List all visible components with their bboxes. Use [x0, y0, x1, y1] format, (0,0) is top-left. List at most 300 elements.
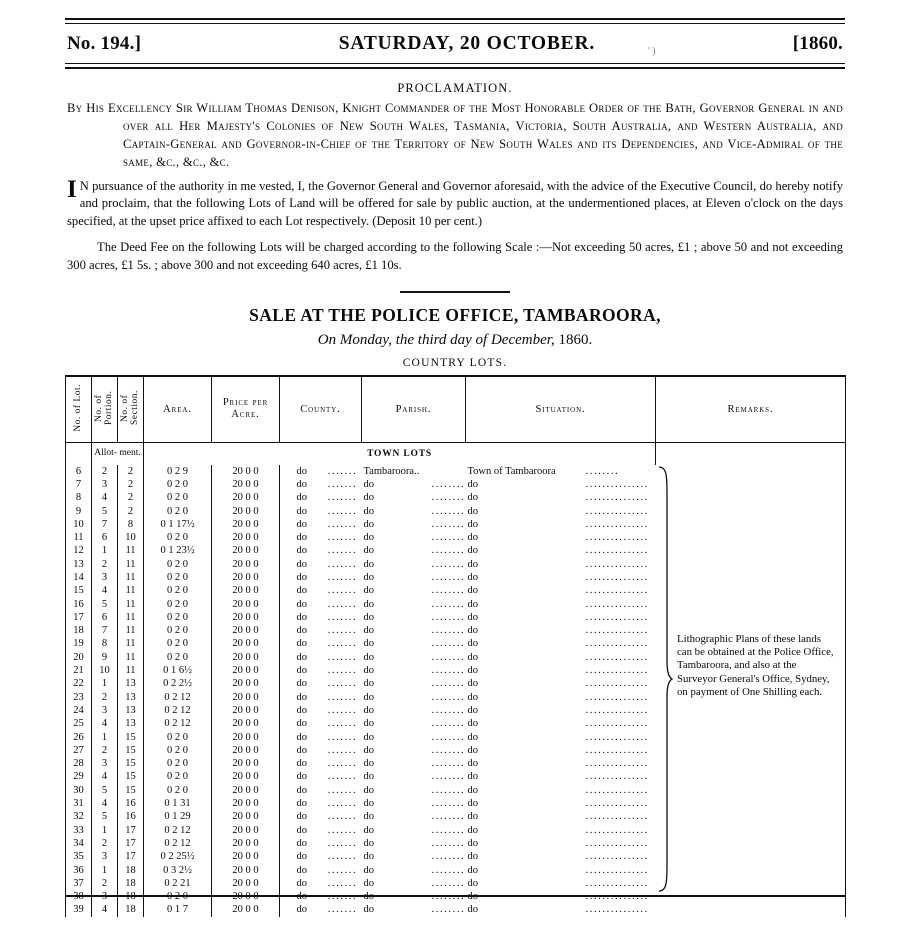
cell-section: 15	[118, 784, 144, 797]
cell-portion: 5	[92, 505, 118, 518]
cell-lot: 16	[66, 598, 92, 611]
cell-county-dots: .......	[327, 731, 358, 743]
cell-area: 0 2 0	[144, 637, 212, 650]
cell-section: 11	[118, 544, 144, 557]
cell-parish-dots: ........	[431, 731, 466, 743]
cell-county: do	[280, 558, 324, 571]
cell-remarks	[656, 797, 846, 810]
cell-parish-dots: ........	[431, 518, 466, 530]
table-row	[66, 505, 846, 518]
cell-area: 0 2 12	[144, 824, 212, 837]
cell-parish: do	[363, 478, 374, 490]
cell-area: 0 2 0	[144, 890, 212, 903]
cell-parish: do	[363, 891, 374, 903]
cell-county: do	[280, 651, 324, 664]
cell-price: 20 0 0	[212, 824, 280, 837]
cell-portion: 4	[92, 770, 118, 783]
cell-portion: 6	[92, 531, 118, 544]
cell-situation: do	[467, 638, 478, 650]
cell-section: 15	[118, 770, 144, 783]
cell-lot: 7	[66, 478, 92, 491]
cell-area: 0 2 0	[144, 478, 212, 491]
cell-parish-dots: ........	[431, 651, 466, 663]
table-header-row	[66, 376, 846, 443]
cell-area: 0 2 0	[144, 598, 212, 611]
cell-portion: 4	[92, 797, 118, 810]
cell-situation: do	[467, 864, 478, 876]
cell-parish: do	[363, 611, 374, 623]
cell-price: 20 0 0	[212, 677, 280, 690]
cell-parish: do	[363, 864, 374, 876]
cell-remarks	[656, 890, 846, 903]
header-situation-text: Situation.	[535, 403, 586, 415]
table-row	[66, 877, 846, 890]
header-no-of-portion	[92, 376, 118, 443]
cell-situation: do	[467, 585, 478, 597]
cell-county-dots: .......	[327, 891, 358, 903]
cell-lot: 17	[66, 611, 92, 624]
cell-lot: 37	[66, 877, 92, 890]
cell-section: 11	[118, 558, 144, 571]
cell-area: 0 3 2½	[144, 864, 212, 877]
cell-parish: Tambaroora..	[363, 465, 420, 477]
cell-parish-dots: ........	[431, 851, 466, 863]
table-row	[66, 731, 846, 744]
cell-situation: do	[467, 891, 478, 903]
cell-section: 2	[118, 505, 144, 518]
cell-county: do	[280, 505, 324, 518]
cell-county: do	[280, 465, 324, 478]
cell-price: 20 0 0	[212, 850, 280, 863]
cell-parish: do	[363, 811, 374, 823]
cell-parish: do	[363, 691, 374, 703]
table-row	[66, 584, 846, 597]
cell-price: 20 0 0	[212, 890, 280, 903]
cell-section: 11	[118, 664, 144, 677]
cell-portion: 4	[92, 491, 118, 504]
table-row	[66, 810, 846, 823]
table-row	[66, 598, 846, 611]
cell-county: do	[280, 571, 324, 584]
cell-lot: 30	[66, 784, 92, 797]
cell-parish: do	[363, 758, 374, 770]
cell-lot: 24	[66, 704, 92, 717]
cell-situation: do	[467, 492, 478, 504]
cell-county: do	[280, 864, 324, 877]
allotment-label: Allot- ment.	[92, 442, 144, 465]
cell-situation: do	[467, 532, 478, 544]
cell-county-dots: .......	[327, 837, 358, 849]
cell-lot: 35	[66, 850, 92, 863]
cell-parish-dots: ........	[431, 572, 466, 583]
cell-area: 0 2 9	[144, 465, 212, 478]
cell-parish: do	[363, 731, 374, 743]
cell-county: do	[280, 598, 324, 611]
cell-parish: do	[363, 505, 374, 517]
cell-price: 20 0 0	[212, 544, 280, 557]
cell-county: do	[280, 744, 324, 757]
header-no-of-section	[118, 376, 144, 443]
cell-remarks	[656, 717, 846, 730]
cell-portion: 2	[92, 691, 118, 704]
cell-county-dots: .......	[327, 904, 358, 916]
cell-situation-dots: ...............	[585, 744, 649, 756]
cell-section: 13	[118, 677, 144, 690]
issue-number: No. 194.]	[67, 33, 142, 54]
cell-section: 18	[118, 890, 144, 903]
cell-situation: do	[467, 704, 478, 716]
cell-parish-dots: ........	[431, 824, 466, 836]
table-row	[66, 558, 846, 571]
cell-parish: do	[363, 877, 374, 889]
cell-price: 20 0 0	[212, 571, 280, 584]
cell-portion: 4	[92, 903, 118, 916]
cell-situation: do	[467, 545, 478, 557]
cell-county-dots: .......	[327, 771, 358, 783]
cell-situation: do	[467, 478, 478, 490]
cell-lot: 20	[66, 651, 92, 664]
allotment-row	[66, 442, 846, 465]
cell-county-dots: .......	[327, 704, 358, 716]
cell-situation-dots: ...............	[585, 864, 649, 876]
cell-portion: 2	[92, 837, 118, 850]
cell-county-dots: .......	[327, 492, 358, 504]
cell-area: 0 2 12	[144, 691, 212, 704]
cell-county-dots: .......	[327, 611, 358, 623]
cell-price: 20 0 0	[212, 465, 280, 478]
cell-remarks	[656, 505, 846, 518]
cell-lot: 11	[66, 531, 92, 544]
cell-portion: 3	[92, 478, 118, 491]
cell-area: 0 1 6½	[144, 664, 212, 677]
cell-portion: 2	[92, 877, 118, 890]
cell-area: 0 2 12	[144, 837, 212, 850]
cell-section: 8	[118, 518, 144, 531]
cell-price: 20 0 0	[212, 598, 280, 611]
cell-price: 20 0 0	[212, 611, 280, 624]
cell-remarks	[656, 824, 846, 837]
cell-situation: do	[467, 798, 478, 810]
cell-situation: do	[467, 572, 478, 583]
cell-parish-dots: ........	[431, 558, 466, 570]
cell-portion: 3	[92, 850, 118, 863]
cell-portion: 5	[92, 810, 118, 823]
sale-subtitle	[65, 332, 845, 349]
cell-area: 0 2 0	[144, 744, 212, 757]
cell-portion: 2	[92, 744, 118, 757]
cell-county-dots: .......	[327, 718, 358, 730]
cell-lot: 27	[66, 744, 92, 757]
cell-portion: 3	[92, 890, 118, 903]
cell-county-dots: .......	[327, 758, 358, 770]
cell-parish-dots: ........	[431, 798, 466, 810]
cell-situation: do	[467, 824, 478, 836]
cell-county-dots: .......	[327, 851, 358, 863]
cell-parish-dots: ........	[431, 545, 466, 557]
cell-portion: 4	[92, 717, 118, 730]
cell-situation: do	[467, 651, 478, 663]
cell-portion: 7	[92, 624, 118, 637]
cell-section: 18	[118, 877, 144, 890]
table-row	[66, 491, 846, 504]
allotment-remarks-spacer	[656, 442, 846, 465]
cell-county-dots: .......	[327, 532, 358, 544]
cell-area: 0 1 31	[144, 797, 212, 810]
cell-situation: do	[467, 611, 478, 623]
cell-lot: 12	[66, 544, 92, 557]
cell-price: 20 0 0	[212, 731, 280, 744]
cell-situation-dots: ...............	[585, 851, 649, 863]
cell-price: 20 0 0	[212, 558, 280, 571]
header-remarks-text: Remarks.	[727, 403, 774, 415]
cell-lot: 18	[66, 624, 92, 637]
cell-area: 0 2 25½	[144, 850, 212, 863]
cell-parish: do	[363, 744, 374, 756]
cell-county: do	[280, 491, 324, 504]
cell-situation-dots: ...............	[585, 558, 649, 570]
cell-parish: do	[363, 784, 374, 796]
cell-county: do	[280, 584, 324, 597]
cell-area: 0 2 0	[144, 651, 212, 664]
cell-parish-dots: ........	[431, 638, 466, 650]
cell-price: 20 0 0	[212, 784, 280, 797]
table-row	[66, 784, 846, 797]
cell-area: 0 2 0	[144, 611, 212, 624]
cell-situation-dots: ...............	[585, 585, 649, 597]
cell-situation-dots: ...............	[585, 572, 649, 583]
table-row	[66, 757, 846, 770]
table-row	[66, 837, 846, 850]
cell-situation-dots: ...............	[585, 771, 649, 783]
cell-price: 20 0 0	[212, 770, 280, 783]
cell-remarks	[656, 810, 846, 823]
cell-section: 2	[118, 478, 144, 491]
cell-section: 13	[118, 691, 144, 704]
cell-price: 20 0 0	[212, 651, 280, 664]
header-no-of-portion-text: No. of Portion.	[93, 390, 114, 425]
cell-section: 11	[118, 598, 144, 611]
table-row	[66, 770, 846, 783]
cell-area: 0 2 0	[144, 784, 212, 797]
cell-section: 2	[118, 491, 144, 504]
cell-county-dots: .......	[327, 824, 358, 836]
cell-portion: 5	[92, 598, 118, 611]
cell-section: 17	[118, 850, 144, 863]
remarks-brace	[657, 465, 673, 893]
cell-situation: do	[467, 625, 478, 637]
cell-situation-dots: ...............	[585, 784, 649, 796]
page-content	[65, 18, 845, 916]
cell-situation: Town of Tambaroora	[467, 465, 556, 477]
table-row	[66, 478, 846, 491]
cell-county: do	[280, 518, 324, 531]
cell-county-dots: .......	[327, 598, 358, 610]
cell-price: 20 0 0	[212, 505, 280, 518]
cell-remarks	[656, 571, 846, 584]
cell-situation: do	[467, 837, 478, 849]
cell-situation-dots: ...............	[585, 824, 649, 836]
cell-situation: do	[467, 877, 478, 889]
cell-section: 18	[118, 864, 144, 877]
cell-section: 11	[118, 611, 144, 624]
cell-county: do	[280, 704, 324, 717]
cell-situation-dots: ...............	[585, 651, 649, 663]
cell-county: do	[280, 903, 324, 916]
cell-section: 13	[118, 717, 144, 730]
header-parish	[362, 376, 466, 443]
cell-area: 0 2 0	[144, 558, 212, 571]
cell-parish: do	[363, 558, 374, 570]
cell-situation-dots: ...............	[585, 691, 649, 703]
cell-lot: 31	[66, 797, 92, 810]
cell-remarks	[656, 757, 846, 770]
cell-parish-dots: ........	[431, 492, 466, 504]
table-row	[66, 571, 846, 584]
header-area	[144, 376, 212, 443]
body-paragraph: N pursuance of the authority in me vested, I, the Governor General and Governor aforesaid, with the advice of the Executive Council, do hereby notify and proclaim, that the following Lots of Land will be offered for sale by public auction, at the undermentioned places, at Eleven o'clock on the days specified, at the upset price affixed to each Lot respectively. (Deposit 10 per cent.)	[67, 178, 843, 229]
cell-lot: 23	[66, 691, 92, 704]
cell-price: 20 0 0	[212, 837, 280, 850]
table-row	[66, 465, 846, 478]
cell-area: 0 2 0	[144, 757, 212, 770]
cell-county-dots: .......	[327, 744, 358, 756]
cell-portion: 5	[92, 784, 118, 797]
table-row	[66, 797, 846, 810]
cell-county: do	[280, 824, 324, 837]
cell-parish: do	[363, 572, 374, 583]
cell-section: 11	[118, 651, 144, 664]
cell-section: 11	[118, 584, 144, 597]
cell-price: 20 0 0	[212, 518, 280, 531]
cell-portion: 3	[92, 571, 118, 584]
cell-section: 2	[118, 465, 144, 478]
cell-parish-dots: ........	[431, 625, 466, 637]
cell-price: 20 0 0	[212, 478, 280, 491]
cell-lot: 25	[66, 717, 92, 730]
table-row	[66, 824, 846, 837]
cell-remarks	[656, 611, 846, 624]
cell-county-dots: .......	[327, 678, 358, 690]
cell-area: 0 2 2½	[144, 677, 212, 690]
cell-situation: do	[467, 811, 478, 823]
cell-remarks	[656, 850, 846, 863]
cell-parish: do	[363, 545, 374, 557]
cell-lot: 10	[66, 518, 92, 531]
cell-parish: do	[363, 904, 374, 916]
cell-parish-dots: ........	[431, 891, 466, 903]
cell-section: 17	[118, 824, 144, 837]
table-row	[66, 544, 846, 557]
cell-lot: 21	[66, 664, 92, 677]
cell-parish-dots: ........	[431, 704, 466, 716]
cell-parish-dots: ........	[431, 904, 466, 916]
cell-portion: 8	[92, 637, 118, 650]
deed-fee-paragraph: The Deed Fee on the following Lots will be charged according to the following Scale :—Not exceeding 50 acres, £1 ; above 50 and not exceeding 300 acres, £1 5s. ; above 300 and not exceeding 640 acres, £1 10s.	[67, 240, 843, 273]
cell-lot: 39	[66, 903, 92, 916]
cell-area: 0 2 0	[144, 624, 212, 637]
cell-remarks	[656, 558, 846, 571]
issue-year: [1860.	[792, 33, 843, 54]
cell-county-dots: .......	[327, 518, 358, 530]
cell-county-dots: .......	[327, 625, 358, 637]
header-remarks	[656, 376, 846, 443]
cell-area: 0 2 0	[144, 571, 212, 584]
cell-parish: do	[363, 638, 374, 650]
cell-parish-dots: ........	[431, 478, 466, 490]
cell-parish-dots: ........	[431, 864, 466, 876]
cell-area: 0 1 17½	[144, 518, 212, 531]
cell-county: do	[280, 624, 324, 637]
cell-area: 0 2 0	[144, 505, 212, 518]
cell-situation: do	[467, 904, 478, 916]
header-area-text: Area.	[163, 403, 192, 415]
cell-portion: 3	[92, 704, 118, 717]
table-row	[66, 704, 846, 717]
cell-parish-dots: ........	[431, 771, 466, 783]
cell-county: do	[280, 890, 324, 903]
cell-county: do	[280, 837, 324, 850]
cell-area: 0 2 0	[144, 731, 212, 744]
cell-situation-dots: ...............	[585, 904, 649, 916]
cell-remarks	[656, 731, 846, 744]
cell-portion: 4	[92, 584, 118, 597]
cell-section: 10	[118, 531, 144, 544]
cell-price: 20 0 0	[212, 717, 280, 730]
cell-situation: do	[467, 558, 478, 570]
cell-remarks	[656, 478, 846, 491]
cell-remarks	[656, 864, 846, 877]
cell-county: do	[280, 677, 324, 690]
header-price-per-acre-text: Price per Acre.	[222, 397, 269, 421]
cell-county: do	[280, 637, 324, 650]
cell-price: 20 0 0	[212, 810, 280, 823]
table-row	[66, 717, 846, 730]
cell-lot: 34	[66, 837, 92, 850]
cell-county-dots: .......	[327, 572, 358, 583]
cell-remarks	[656, 784, 846, 797]
cell-situation-dots: ...............	[585, 492, 649, 504]
cell-remarks	[656, 465, 846, 478]
cell-remarks	[656, 704, 846, 717]
cell-section: 15	[118, 757, 144, 770]
cell-remarks	[656, 544, 846, 557]
cell-parish-dots: ........	[431, 598, 466, 610]
cell-parish-dots: ........	[431, 718, 466, 730]
sale-subtitle-italic: On Monday, the third day of December,	[317, 331, 555, 348]
sale-title: SALE AT THE POLICE OFFICE, TAMBAROORA,	[249, 304, 661, 325]
cell-area: 0 2 0	[144, 770, 212, 783]
cell-parish: do	[363, 625, 374, 637]
cell-remarks	[656, 837, 846, 850]
cell-county-dots: .......	[327, 558, 358, 570]
cell-county: do	[280, 757, 324, 770]
cell-price: 20 0 0	[212, 757, 280, 770]
town-lots-label: TOWN LOTS	[144, 442, 656, 465]
cell-parish: do	[363, 532, 374, 544]
cell-parish: do	[363, 837, 374, 849]
cell-situation-dots: ...............	[585, 678, 649, 690]
cell-situation-dots: ...............	[585, 731, 649, 743]
cell-situation-dots: ........	[585, 465, 620, 477]
header-county	[280, 376, 362, 443]
cell-price: 20 0 0	[212, 624, 280, 637]
cell-county: do	[280, 691, 324, 704]
cell-remarks	[656, 491, 846, 504]
preamble-paragraph: By His Excellency Sir William Thomas Denison, Knight Commander of the Most Honorable Order of the Bath, Governor General in and over all Her Majesty's Colonies of New South Wales, Tasmania, Victoria, South Australia, and Western Australia, and Captain-General and Governor-in-Chief of the Territory of New South Wales and its Dependencies, and Vice-Admiral of the same, &c., &c., &c.	[67, 101, 843, 169]
cell-portion: 2	[92, 465, 118, 478]
header-no-of-lot	[66, 376, 92, 443]
cell-county-dots: .......	[327, 798, 358, 810]
